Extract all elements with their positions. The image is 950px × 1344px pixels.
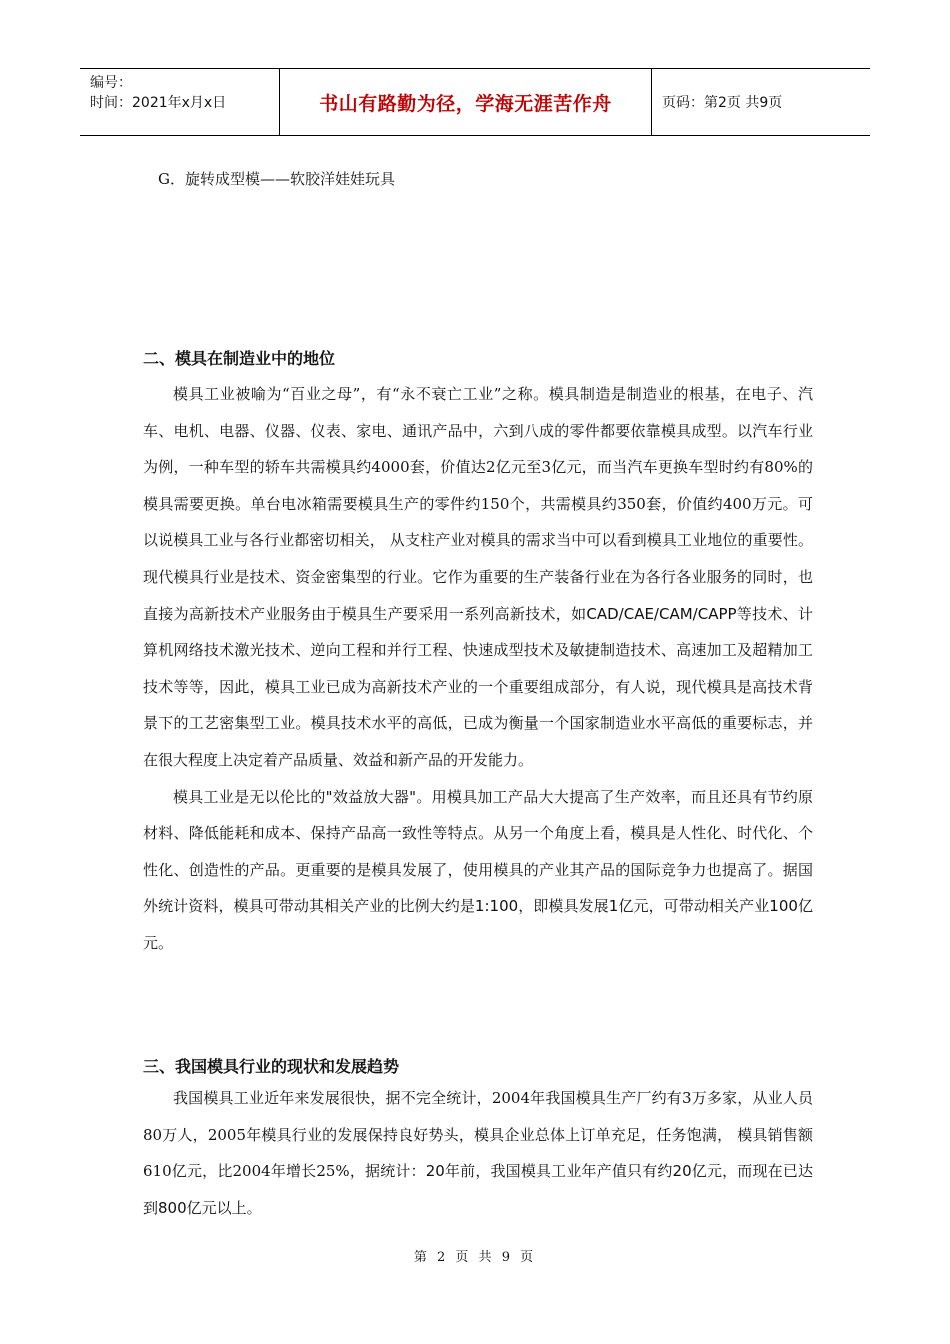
header-meta <box>80 69 280 135</box>
document-number: 编号： <box>90 75 132 91</box>
paragraph-text: 据统计：20年前，我国模具工业年产值只有约20亿元，而现在已达到800亿元以上。 <box>143 1162 813 1217</box>
paragraph-text: 模具工业被喻为“百业之母”，有“永不衰亡工业”之称。模具制造是制造业的根基，在电子、汽车、电机、电器、仪器、仪表、家电、通讯产品中，六到八成的零件都要依靠模具成型。以汽车行业为例，一种车型的轿车共需模具约4000套，价值达2亿元至3亿元，而当汽车更换车型时约有80%的模具需要更换。单台电冰箱需要模具生产的零件约150个，共需模具约350套，价值约400万元。可以说模具工业与各行业都密切相关， 从支柱产业对模具的需求当中可以看到模具工业地位的重要性。 <box>143 385 813 550</box>
section-3-heading: 三、我国模具行业的现状和发展趋势 <box>143 1057 400 1076</box>
section-2-paragraph-1 <box>143 376 813 779</box>
page-header <box>80 68 870 136</box>
header-page-code: 页码：第2页 共9页 <box>662 95 783 111</box>
list-item-g: G．旋转成型模——软胶洋娃娃玩具 <box>158 170 395 188</box>
section-2-paragraph-2: 模具工业是无以伦比的"效益放大器"。用模具加工产品大大提高了生产效率，而且还具有节约原材料、降低能耗和成本、保持产品高一致性等特点。从另一个角度上看，模具是人性化、时代化、个性化、创造性的产品。更重要的是模具发展了，使用模具的产业其产品的国际竞争力也提高了。据国外统计资料，模具可带动其相关产业的比例大约是1:100，即模具发展1亿元，可带动相关产业100亿元。 <box>143 787 813 952</box>
paragraph-text: 我国模具工业近年来发展很快，据不完全统计，2004年我国模具生产厂约有3万多家，从业人员80万人，2005年模具行业的发展保持良好势头，模具企业总体上订单充足，任务饱满， 模具销售额610亿元，比2004年增长25%， <box>143 1089 813 1181</box>
paragraph-text: 模具技术水平的高低，已成为衡量一个国家制造业水平高低的重要标志，并在很大程度上决定着产品质量、效益和新产品的开发能力。 <box>143 714 813 769</box>
document-time: 时间：2021年x月x日 <box>90 95 227 111</box>
section-2-body <box>143 376 813 962</box>
header-motto: 书山有路勤为径，学海无涯苦作舟 <box>280 69 652 135</box>
section-2-heading: 二、模具在制造业中的地位 <box>143 349 336 368</box>
section-3-body <box>143 1080 813 1226</box>
section-3-paragraph-1 <box>143 1080 813 1226</box>
page-footer: 第 2 页 共 9 页 <box>413 1250 537 1265</box>
paragraph-text: 现代模具行业是技术、资金密集型的行业。它作为重要的生产装备行业在为各行各业服务的同时，也直接为高新技术产业服务由于模具生产要采用一系列高新技术，如CAD/CAE/CAM/CAPP等技术、计算机网络技术激光技术、逆向工程和并行工程、快速成型技术及敏捷制造技术、高速加工及超精加工技术等等，因此，模具工业已成为高新技术产业的一个重要组成部分，有人说，现代模具是高技术背景下的工艺密集型工业。 <box>143 567 813 733</box>
